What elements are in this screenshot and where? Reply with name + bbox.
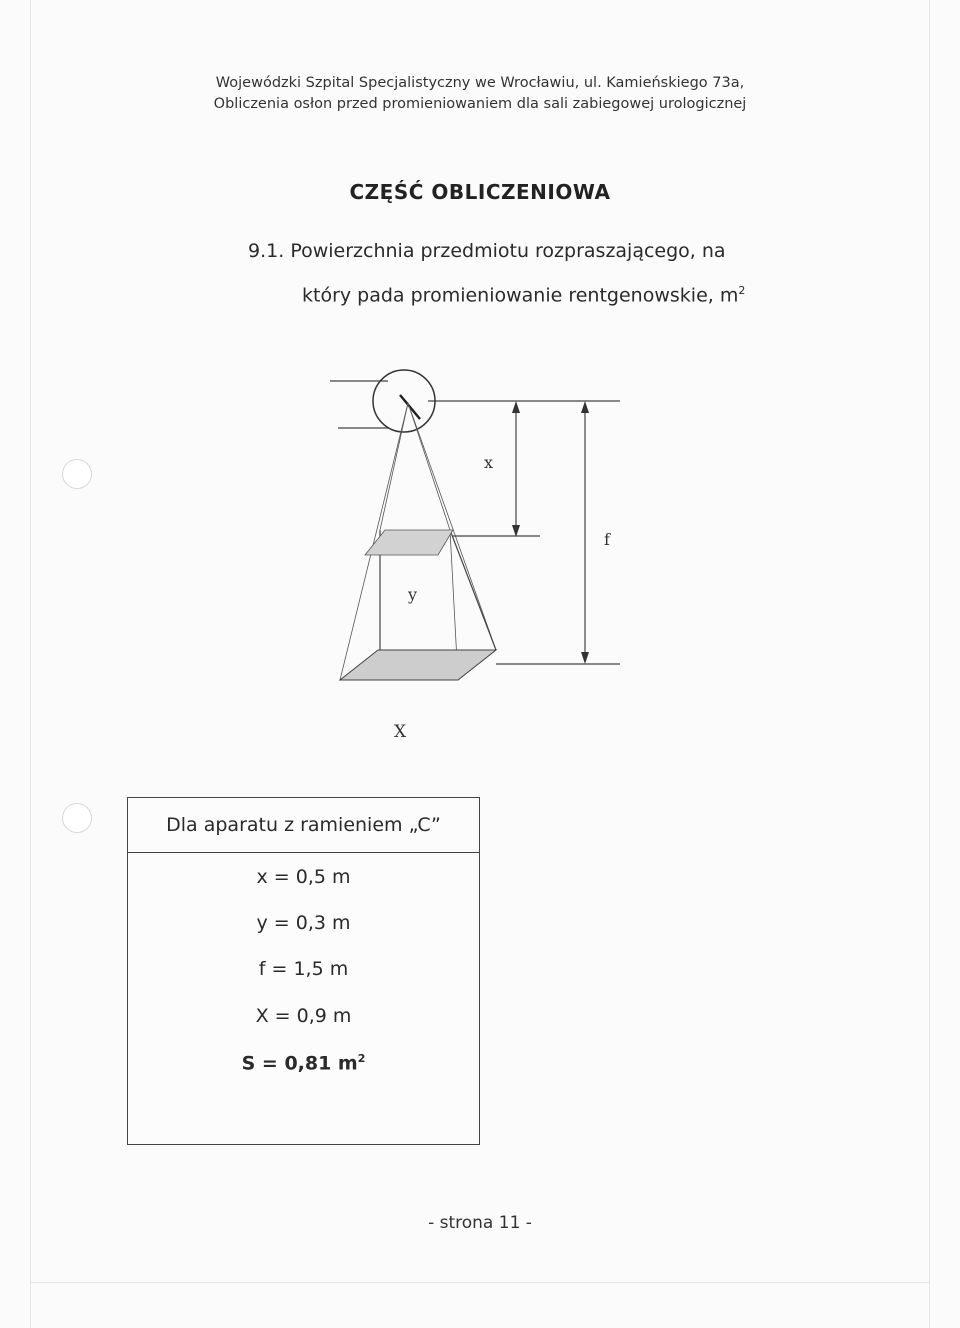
beam-ray	[380, 403, 408, 530]
arrow-down-icon	[581, 652, 589, 664]
diagram-label-X: X	[394, 722, 407, 742]
result-text: S = 0,81 m	[241, 1052, 358, 1075]
plane-X	[340, 650, 496, 680]
scan-bottom-line	[30, 1282, 930, 1283]
arrow-up-icon	[512, 401, 520, 413]
value-f: f = 1,5 m	[258, 958, 349, 980]
beam-ray	[408, 403, 450, 530]
diagram-label-y: y	[408, 585, 418, 604]
unit-exponent: 2	[738, 284, 746, 297]
beam-edge	[450, 530, 496, 650]
value-x: x = 0,5 m	[256, 866, 351, 888]
value-y: y = 0,3 m	[256, 912, 351, 934]
section-heading-line-2	[302, 284, 745, 306]
section-text-line-2: który pada promieniowanie rentgenowskie, m	[302, 284, 739, 307]
parameters-box	[127, 797, 480, 1145]
section-text-line-1: Powierzchnia przedmiotu rozpraszającego, na	[290, 240, 726, 262]
arrow-up-icon	[581, 401, 589, 413]
page-number: - strona 11 -	[428, 1213, 532, 1233]
section-number: 9.1.	[248, 240, 285, 262]
arrow-down-icon	[512, 525, 520, 537]
result-value	[128, 1052, 479, 1074]
header-line-1: Wojewódzki Szpital Specjalistyczny we Wrocławiu, ul. Kamieńskiego 73a,	[215, 75, 745, 91]
geometry-diagram	[300, 355, 630, 755]
punch-hole-icon	[62, 459, 92, 489]
diagram-label-f: f	[604, 530, 610, 549]
diagram-label-x: x	[484, 453, 494, 472]
section-heading-line-1	[248, 240, 726, 262]
parameters-box-heading: Dla aparatu z ramieniem „C”	[128, 798, 479, 853]
page-title: CZĘŚĆ OBLICZENIOWA	[349, 180, 611, 204]
value-X: X = 0,9 m	[255, 1005, 352, 1027]
plane-y	[365, 530, 453, 555]
source-focus-mark	[400, 395, 420, 419]
result-exponent: 2	[357, 1052, 366, 1065]
punch-hole-icon	[62, 803, 92, 833]
header-line-2: Obliczenia osłon przed promieniowaniem dla sali zabiegowej urologicznej	[213, 96, 747, 112]
